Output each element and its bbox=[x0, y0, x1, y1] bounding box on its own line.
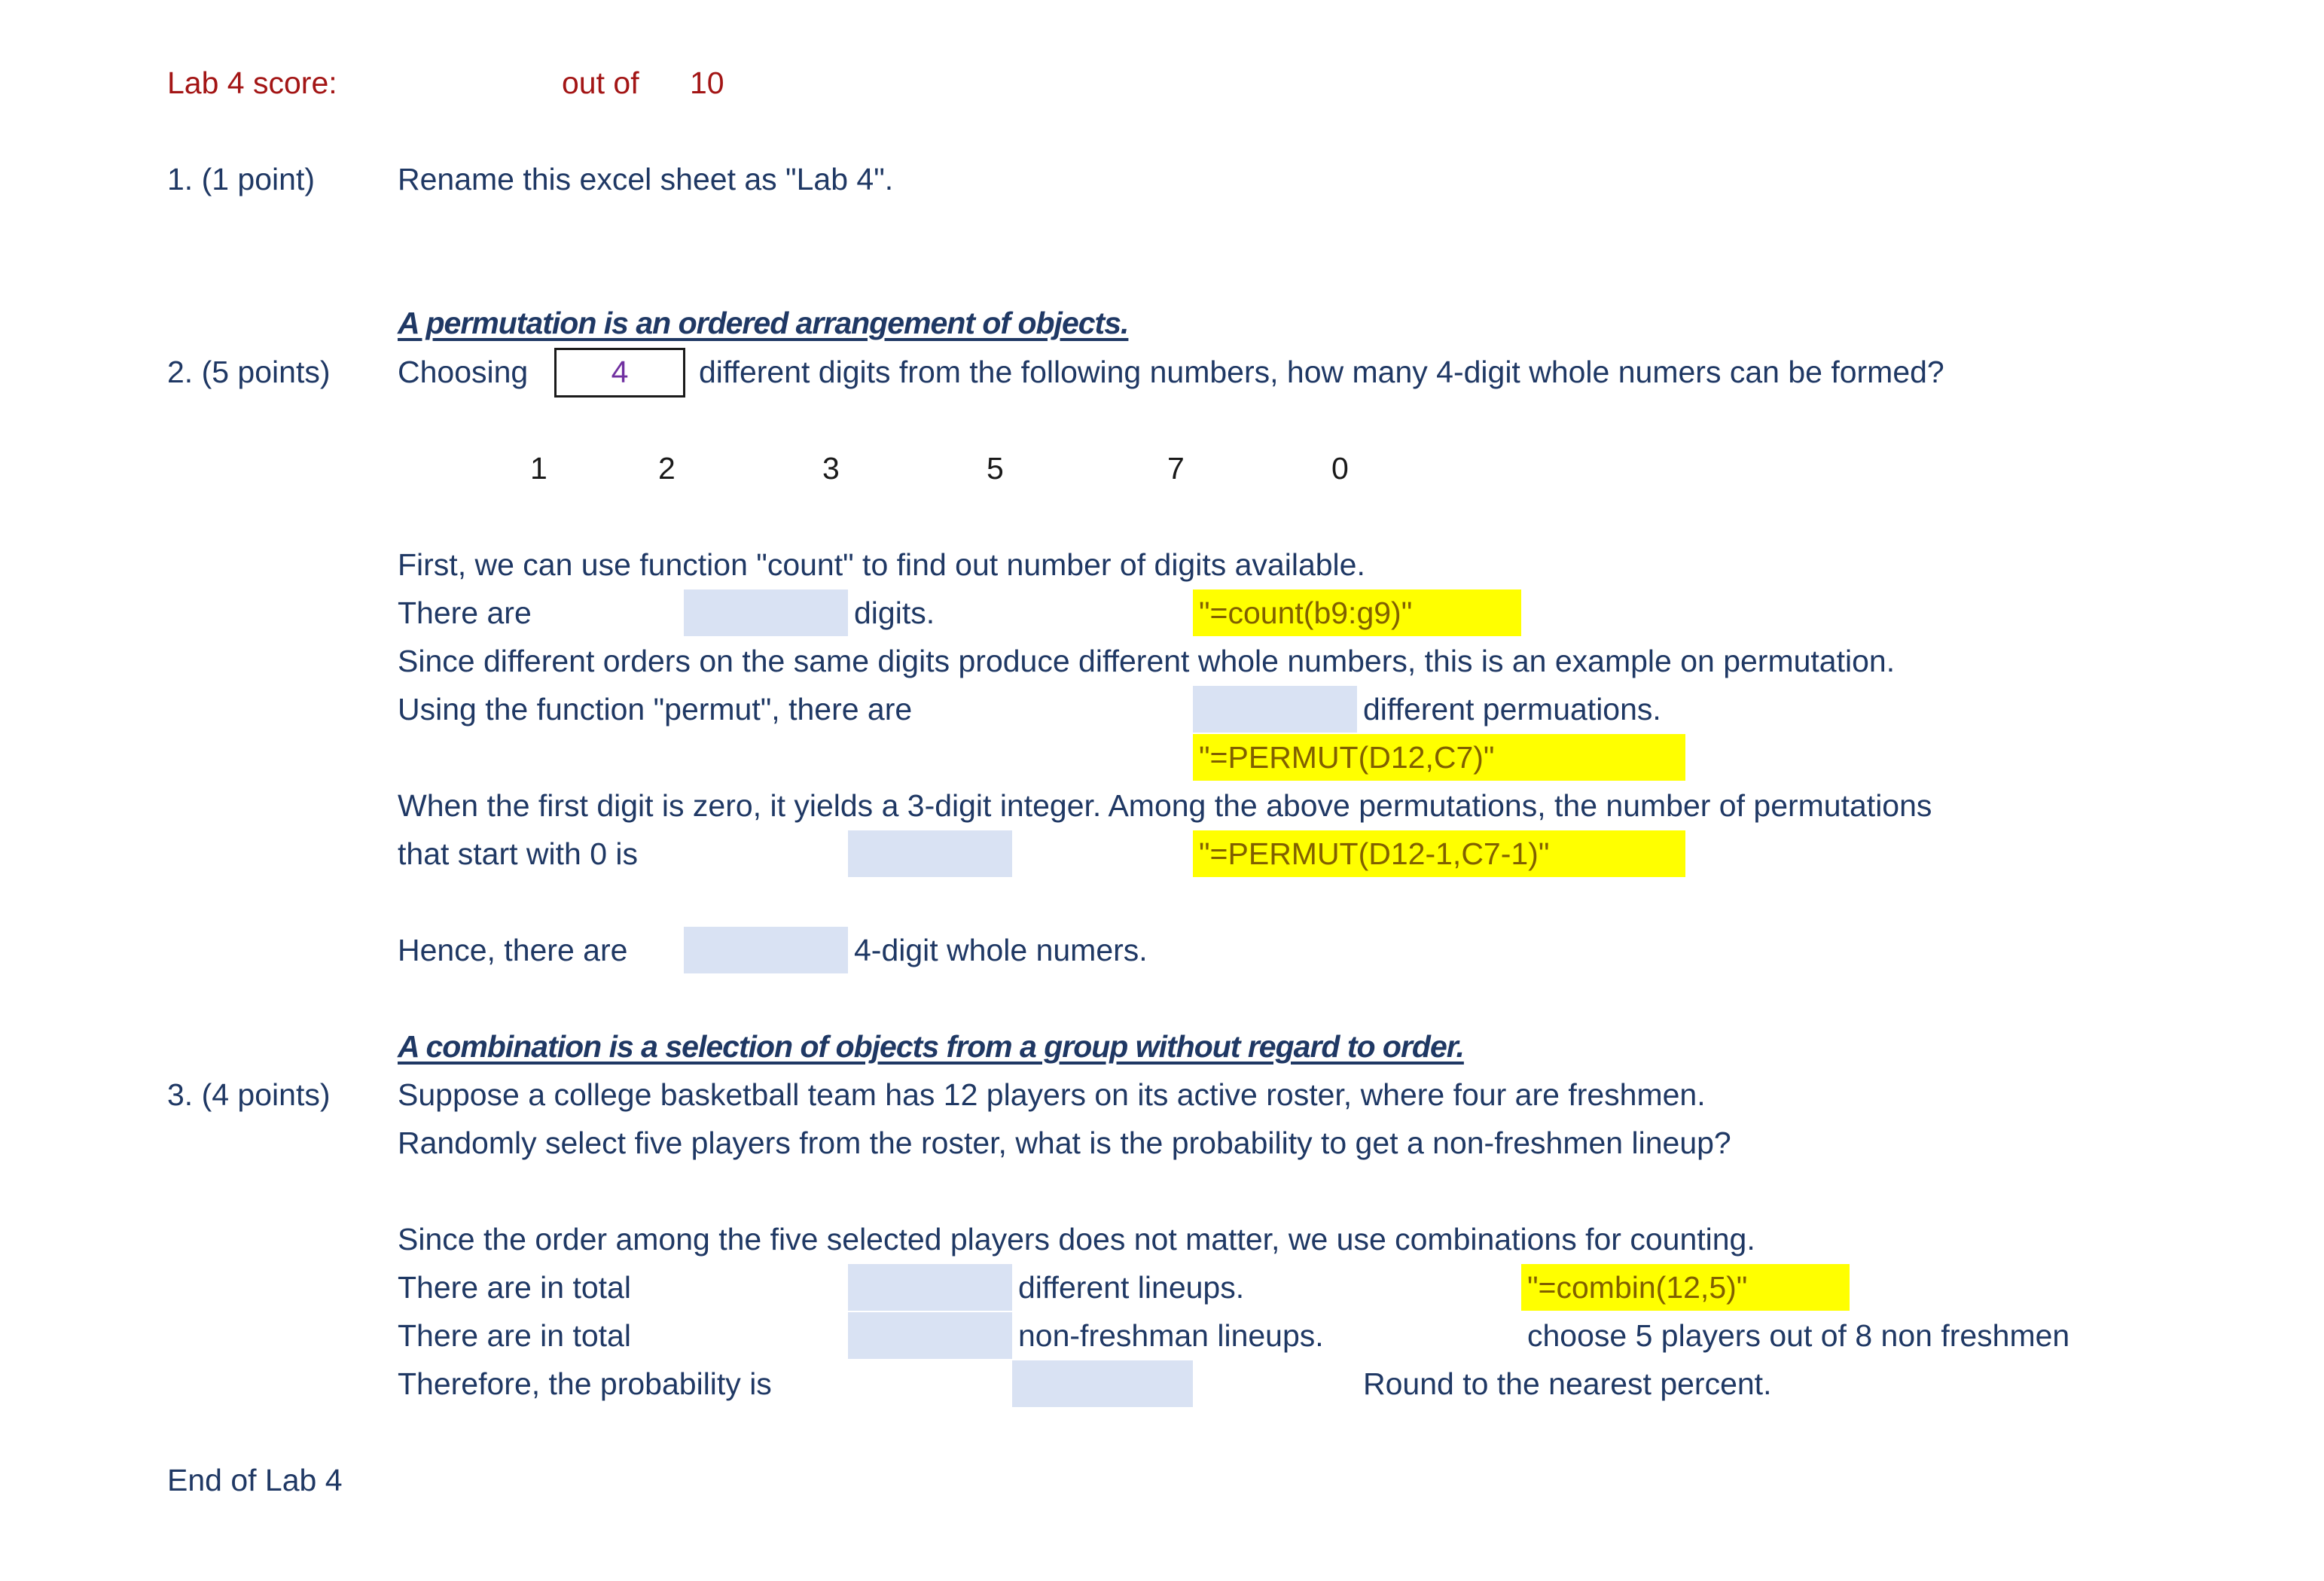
four-digit-answer-cell[interactable] bbox=[684, 927, 848, 973]
q2-different-perms: different permuations. bbox=[1363, 692, 1661, 727]
q1-label: 1. (1 point) bbox=[167, 162, 315, 196]
q2-digits-word: digits. bbox=[854, 596, 935, 630]
q2-hence: Hence, there are bbox=[398, 933, 628, 967]
q3-line3: Since the order among the five selected players does not matter, we use combinations for counting. bbox=[398, 1222, 1755, 1257]
q3-line2: Randomly select five players from the roster, what is the probability to get a non-freshmen lineup? bbox=[398, 1126, 1731, 1160]
score-out-of: out of bbox=[562, 65, 639, 100]
q2-line-count: First, we can use function "count" to find out number of digits available. bbox=[398, 547, 1365, 582]
q3-heading: A combination is a selection of objects from a group without regard to order. bbox=[398, 1029, 1464, 1064]
permut-formula-hint: "=PERMUT(D12,C7)" bbox=[1193, 734, 1685, 781]
digit-cell: 1 bbox=[530, 451, 547, 486]
q3-therefore: Therefore, the probability is bbox=[398, 1366, 772, 1401]
q2-label: 2. (5 points) bbox=[167, 355, 331, 389]
q2-question-rest: different digits from the following numbers, how many 4-digit whole numers can be formed? bbox=[699, 355, 1944, 389]
digit-cell: 7 bbox=[1167, 451, 1185, 486]
q1-text: Rename this excel sheet as "Lab 4". bbox=[398, 162, 894, 196]
q2-there-are: There are bbox=[398, 596, 532, 630]
q3-different-lineups: different lineups. bbox=[1018, 1270, 1245, 1305]
q3-in-total-1: There are in total bbox=[398, 1270, 631, 1305]
digit-cell: 2 bbox=[658, 451, 676, 486]
q2-choosing: Choosing bbox=[398, 355, 529, 389]
score-label: Lab 4 score: bbox=[167, 65, 337, 100]
digit-cell: 3 bbox=[822, 451, 840, 486]
q3-round-note: Round to the nearest percent. bbox=[1363, 1366, 1772, 1401]
q2-heading: A permutation is an ordered arrangement of objects. bbox=[398, 306, 1129, 340]
r-value-cell[interactable]: 4 bbox=[554, 348, 685, 398]
count-formula-hint: "=count(b9:g9)" bbox=[1193, 589, 1521, 636]
score-total: 10 bbox=[690, 65, 724, 100]
q3-in-total-2: There are in total bbox=[398, 1318, 631, 1353]
probability-answer-cell[interactable] bbox=[1012, 1360, 1193, 1407]
permutations-answer-cell[interactable] bbox=[1193, 686, 1357, 733]
q3-line1: Suppose a college basketball team has 12 players on its active roster, where four are freshmen. bbox=[398, 1077, 1706, 1112]
q3-non-freshman: non-freshman lineups. bbox=[1018, 1318, 1324, 1353]
permut-zero-formula-hint: "=PERMUT(D12-1,C7-1)" bbox=[1193, 830, 1685, 877]
zero-start-answer-cell[interactable] bbox=[848, 830, 1012, 877]
digit-cell: 0 bbox=[1331, 451, 1349, 486]
q2-permutation-explain: Since different orders on the same digits produce different whole numbers, this is an example on permutation. bbox=[398, 644, 1895, 678]
total-lineups-answer-cell[interactable] bbox=[848, 1264, 1012, 1311]
q2-using-permut: Using the function "permut", there are bbox=[398, 692, 913, 727]
end-of-lab: End of Lab 4 bbox=[167, 1463, 343, 1497]
q2-start-with-zero: that start with 0 is bbox=[398, 836, 639, 871]
digit-cell: 5 bbox=[987, 451, 1004, 486]
digit-count-answer-cell[interactable] bbox=[684, 589, 848, 636]
q2-line-zero: When the first digit is zero, it yields a 3-digit integer. Among the above permutations, the number of permutations bbox=[398, 788, 1932, 823]
q3-choose-note: choose 5 players out of 8 non freshmen bbox=[1527, 1318, 2070, 1353]
q2-hence-rest: 4-digit whole numers. bbox=[854, 933, 1148, 967]
q3-label: 3. (4 points) bbox=[167, 1077, 331, 1112]
non-freshman-answer-cell[interactable] bbox=[848, 1312, 1012, 1359]
combin-formula-hint: "=combin(12,5)" bbox=[1521, 1264, 1850, 1311]
